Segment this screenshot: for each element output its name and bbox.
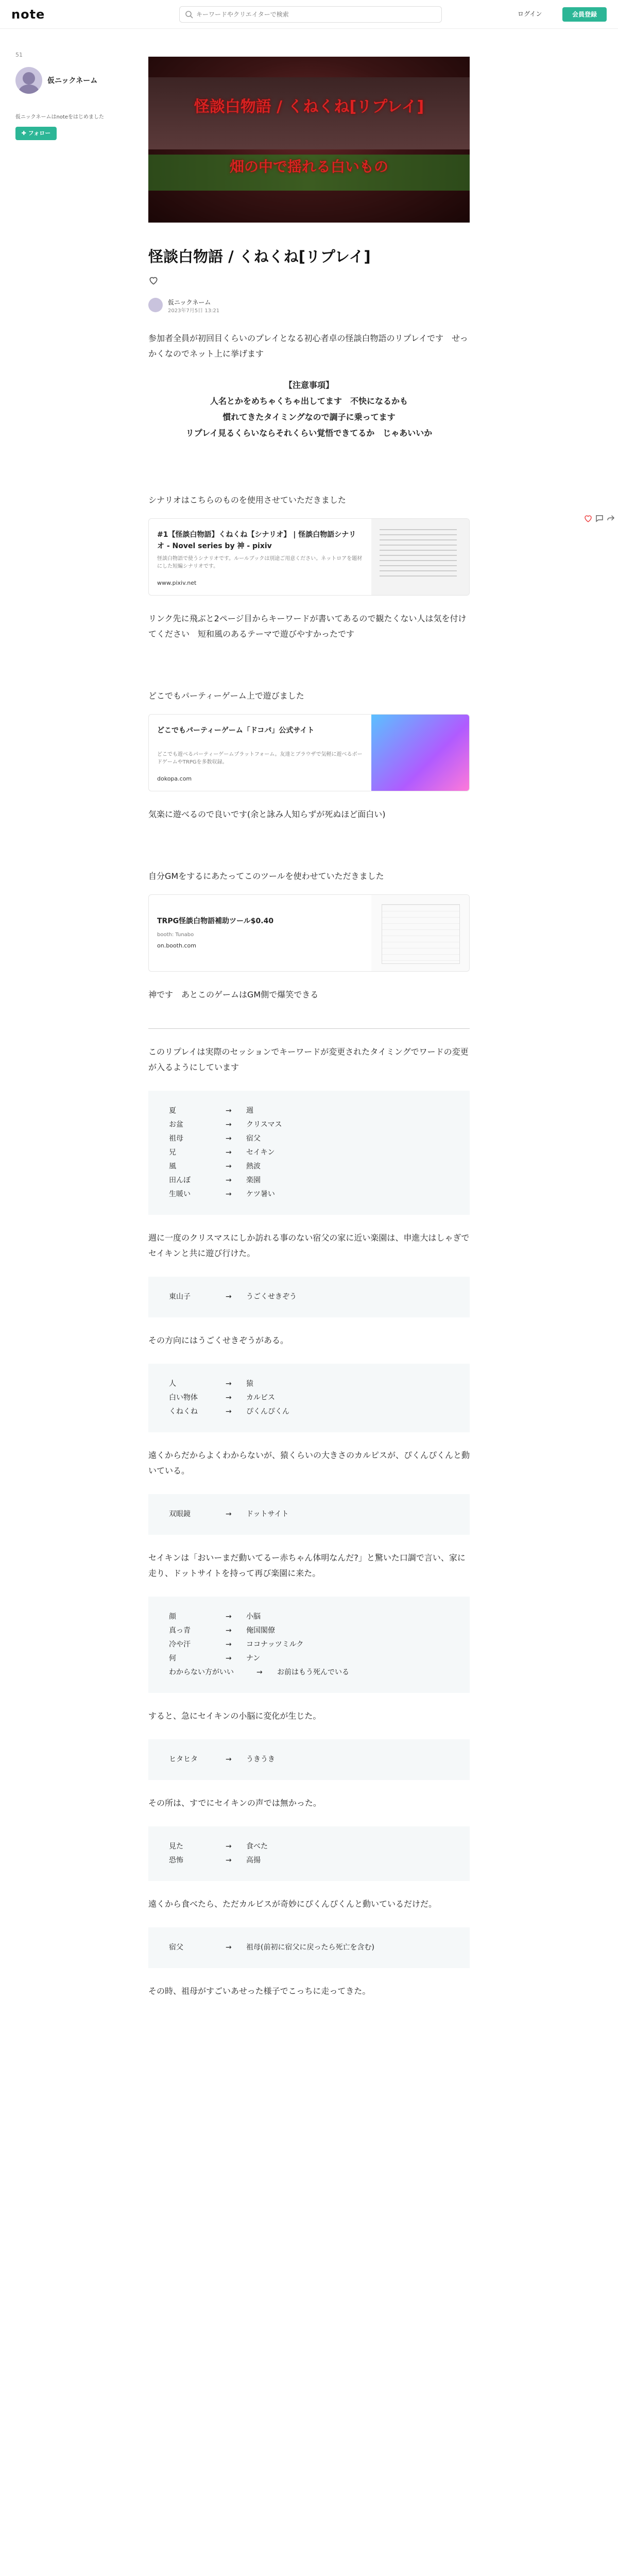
- keyword-row: 宿父 → 祖母(前初に宿父に戻ったら死亡を含む): [169, 1943, 374, 1952]
- card-title: どこでもパーティーゲーム「ドコパ」公式サイト: [157, 726, 315, 735]
- keyword-row: 顔 → 小脳: [169, 1613, 261, 1621]
- note-logo[interactable]: note: [11, 7, 45, 22]
- keyword-row: 兄 → セイキン: [169, 1148, 275, 1157]
- keyword-box: [148, 1826, 470, 1881]
- card-title: TRPG怪談白物語補助ツール$0.40: [157, 917, 274, 925]
- avatar[interactable]: [15, 67, 42, 94]
- author-sidebar: [15, 52, 108, 137]
- follow-label: フォロー: [28, 130, 51, 137]
- notice-line: リプレイ見るくらいならそれくらい覚悟できてるか じゃあいいか: [185, 428, 433, 438]
- heart-icon[interactable]: [148, 275, 159, 285]
- party-note: どこでもパーティーゲーム上で遊びました: [148, 691, 304, 701]
- article-main: [148, 57, 470, 1999]
- link-card-dokopa[interactable]: [148, 714, 470, 791]
- keyword-box: [148, 1739, 470, 1780]
- card-url: dokopa.com: [157, 775, 192, 782]
- keyword-box: [148, 1494, 470, 1535]
- card-thumbnail: [371, 895, 469, 972]
- keyword-row: 風 → 熱波: [169, 1162, 261, 1171]
- site-header: [0, 0, 618, 29]
- comment-icon[interactable]: [595, 514, 605, 524]
- article-actions: [583, 514, 614, 525]
- story-paragraph: その方向にはうごくせきぞうがある。: [148, 1335, 289, 1345]
- story-paragraph: 遠くからだからよくわからないが、猿くらいの大きさのカルピスが、ぴくんぴくんと動いている。: [148, 1450, 470, 1476]
- notice-block: [148, 377, 470, 441]
- share-icon[interactable]: [606, 514, 616, 524]
- keyword-box: [148, 1277, 470, 1317]
- divider: [148, 1028, 470, 1029]
- keyword-row: 冷や汗 → ココナッツミルク: [169, 1640, 304, 1649]
- card-url: www.pixiv.net: [157, 580, 197, 586]
- story-paragraph: すると、急にセイキンの小脳に変化が生じた。: [148, 1711, 321, 1721]
- keyword-box: [148, 1597, 470, 1693]
- login-link[interactable]: ログイン: [518, 10, 542, 18]
- avatar[interactable]: [148, 298, 163, 312]
- link-card-pixiv[interactable]: [148, 518, 470, 596]
- keyword-row: 東山子 → うごくせきぞう: [169, 1293, 297, 1301]
- story-paragraph: その所は、すでにセイキンの声では無かった。: [148, 1798, 321, 1808]
- keyword-row: 田んぼ → 楽園: [169, 1176, 261, 1184]
- card-description: 怪談白物語で使うシナリオです。ルールブックは別途ご用意ください。ネットロアを題材にした短編シナリオです。: [157, 556, 363, 569]
- card-url: on.booth.com: [157, 942, 196, 949]
- author-name[interactable]: 仮ニックネーム: [47, 77, 98, 85]
- hero-subtitle: 畑の中で揺れる白いもの: [229, 158, 388, 175]
- notice-line: 人名とかをめちゃくちゃ出してます 不快になるかも: [210, 396, 408, 406]
- search-box[interactable]: [179, 6, 442, 23]
- author-name[interactable]: 仮ニックネーム: [168, 299, 211, 306]
- keyword-row: 真っ青 → 俺国閣僚: [169, 1626, 275, 1635]
- notice-line: 慣れてきたタイミングなので調子に乗ってます: [222, 412, 396, 422]
- follow-button[interactable]: [15, 127, 57, 140]
- user-plus-icon: ✚: [21, 130, 28, 137]
- replay-intro: このリプレイは実際のセッションでキーワードが変更されたタイミングでワードの変更が入るようにしています: [148, 1047, 469, 1072]
- article-title: 怪談白物語 / くねくね[リプレイ]: [148, 248, 371, 265]
- author-bio: 仮ニックネームはnoteをはじめました: [15, 114, 105, 120]
- publish-date: 2023年7月5日 13:21: [168, 308, 220, 314]
- hero-title: 怪談白物語 / くねくね[リプレイ]: [194, 98, 424, 116]
- keyword-box: [148, 1091, 470, 1215]
- party-note-2: 気楽に遊べるので良いです(余と詠み人知らずが死ぬほど面白い): [148, 809, 386, 819]
- intro-paragraph: 参加者全員が初回目くらいのプレイとなる初心者卓の怪談白物語のリプレイです せっかくなのでネット上に挙げます: [148, 333, 468, 359]
- keyword-row: ヒタヒタ → うきうき: [169, 1755, 275, 1764]
- keyword-row: くねくね → ぴくんぴくん: [169, 1408, 289, 1416]
- link-card-booth[interactable]: [148, 894, 470, 972]
- keyword-box: [148, 1927, 470, 1968]
- god-note: 神です あとこのゲームはGM側で爆笑できる: [148, 990, 319, 999]
- keyword-row: わからない方がいい → お前はもう死んでいる: [169, 1668, 349, 1676]
- keyword-row: 祖母 → 宿父: [169, 1134, 261, 1143]
- keyword-row: 人 → 猿: [169, 1380, 253, 1388]
- notice-line: 【注意事項】: [284, 380, 334, 390]
- hero-image: [148, 57, 470, 223]
- keyword-row: 夏 → 週: [169, 1107, 253, 1115]
- keyword-row: 生暖い → ケツ暑い: [169, 1190, 275, 1198]
- search-input[interactable]: [196, 8, 438, 21]
- search-icon: [185, 10, 193, 19]
- heart-icon[interactable]: [583, 514, 594, 524]
- card-description: どこでも遊べるパーティーゲームプラットフォーム。友達とブラウザで気軽に遊べるボードゲームやTRPGを多数収録。: [157, 752, 363, 765]
- signup-button[interactable]: 会員登録: [562, 7, 607, 22]
- card-description: booth: Tunabo: [157, 932, 194, 938]
- story-paragraph: その時、祖母がすごいあせった様子でこっちに走ってきた。: [148, 1986, 371, 1996]
- keyword-box: [148, 1364, 470, 1432]
- card-thumbnail: [371, 519, 469, 596]
- story-paragraph: セイキンは「おいーまだ動いてるー赤ちゃん体明なんだ?」と驚いた口調で言い、家に走り、ドットサイトを持って再び楽園に来た。: [148, 1553, 466, 1578]
- story-paragraph: 週に一度のクリスマスにしか訪れる事のない宿父の家に近い楽園は、申進大はしゃぎでセイキンと共に遊び行けた。: [148, 1233, 470, 1258]
- keyword-row: 恐怖 → 高揚: [169, 1856, 261, 1865]
- keyword-row: 白い物体 → カルビス: [169, 1394, 275, 1402]
- article-meta: [148, 297, 470, 315]
- keyword-row: お盆 → クリスマス: [169, 1121, 282, 1129]
- gm-note: 自分GMをするにあたってこのツールを使わせていただきました: [148, 871, 384, 881]
- card-thumbnail: [371, 715, 469, 791]
- count-label: 51: [15, 52, 23, 58]
- story-paragraph: 遠くから食べたら、ただカルビスが奇妙にぴくんぴくんと動いているだけだ。: [148, 1899, 437, 1909]
- scenario-note: シナリオはこちらのものを使用させていただきました: [148, 495, 346, 505]
- card-title: #1【怪談白物語】くねくね【シナリオ】 | 怪談白物語シナリオ - Novel series by 神 - pixiv: [157, 531, 356, 550]
- keyword-row: 双眼鏡 → ドットサイト: [169, 1510, 289, 1518]
- keyword-row: 何 → ナン: [169, 1654, 261, 1663]
- link-note: リンク先に飛ぶと2ページ目からキーワードが書いてあるので観たくない人は気を付けてください 短和風のあるテーマで遊びやすかったです: [148, 614, 467, 639]
- keyword-row: 見た → 食べた: [169, 1842, 268, 1851]
